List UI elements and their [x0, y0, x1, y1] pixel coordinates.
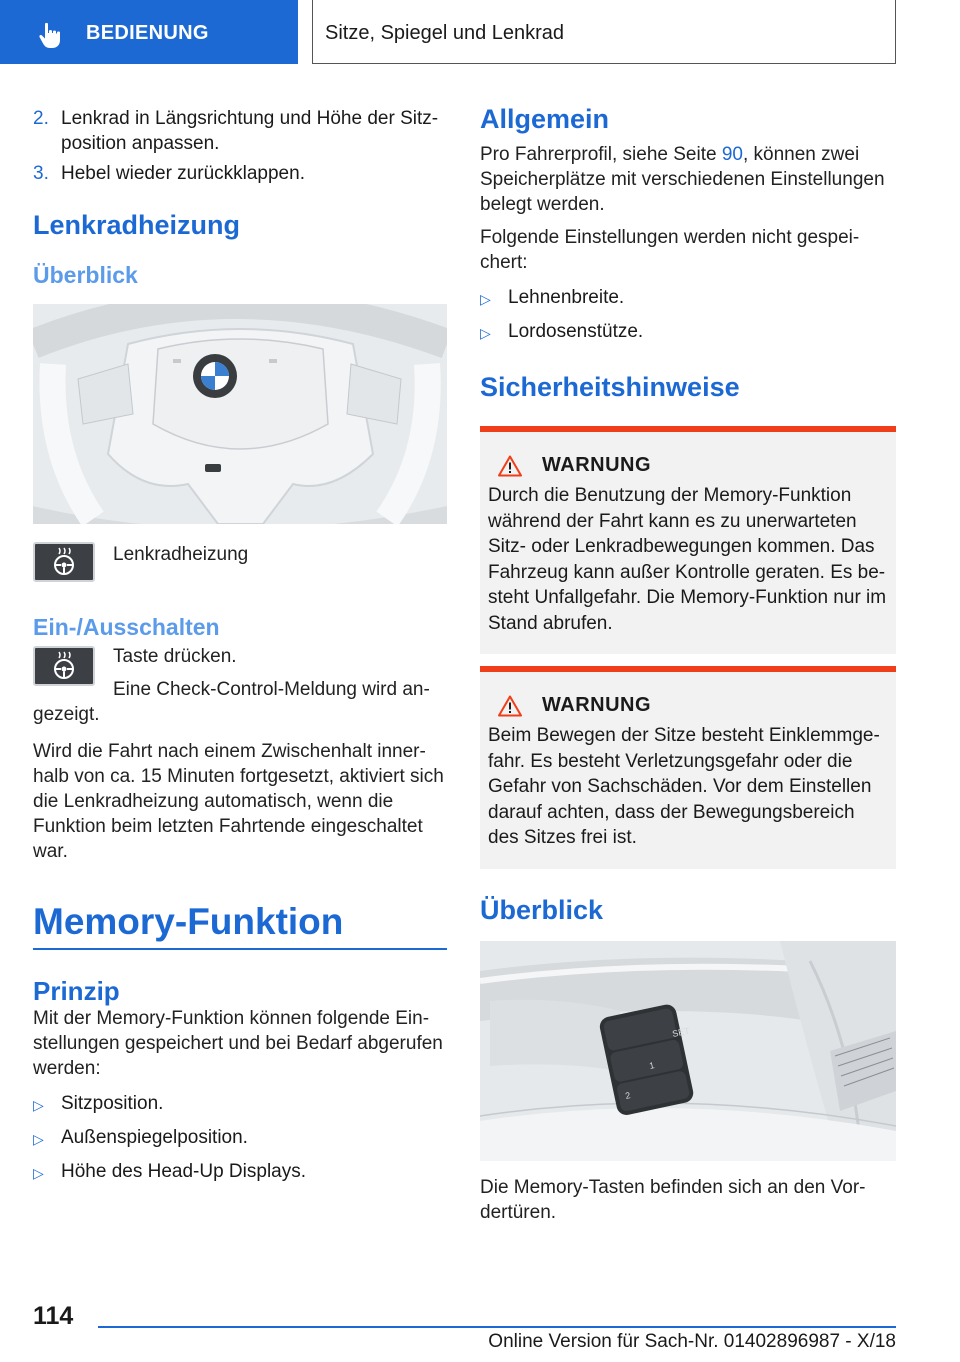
memory-2-button: 2 — [624, 1089, 632, 1101]
door-memory-buttons-photo — [480, 941, 896, 1161]
steering-wheel-heat-icon — [35, 648, 93, 684]
footer-text: Online Version für Sach-Nr. 01402896987 - X/18 — [488, 1331, 896, 1352]
allgemein-text — [480, 142, 896, 217]
allgemein-text-pre: Pro Fahrerprofil, siehe Seite — [480, 144, 722, 165]
list-item — [33, 1159, 447, 1186]
section-label: BEDIENUNG — [86, 22, 209, 44]
heading-lenkradheizung: Lenkradheizung — [33, 210, 241, 240]
door-caption: Die Memory-Tasten befinden sich an den Vor-dertüren. — [480, 1176, 866, 1223]
warning-header — [498, 694, 888, 717]
step-text: Lenkrad in Längsrichtung und Höhe der Sitz-position anpassen. — [61, 108, 439, 154]
warning-text: Durch die Benutzung der Memory-Funktion während der Fahrt kann es zu unerwarteten Sitz- oder Lenkradbewegungen kommen. Das Fahrzeug kann außer Kontrolle geraten. Es be-steht Unfallgefahr. Die Memory-Funktion nur im Stand abrufen. — [488, 485, 887, 634]
steering-wheel-heating-button-2[interactable] — [33, 646, 95, 686]
triangle-bullet-icon: ▷ — [480, 291, 491, 307]
step-text: Hebel wieder zurückklappen. — [61, 163, 305, 184]
memory-1-button: 1 — [648, 1059, 656, 1071]
step-number: 2. — [33, 108, 49, 129]
left-column — [33, 100, 447, 1193]
triangle-bullet-icon: ▷ — [33, 1097, 44, 1113]
warning-header — [498, 454, 888, 477]
ein-aus-block — [33, 644, 447, 727]
step-number: 3. — [33, 163, 49, 184]
footer-rule — [98, 1326, 896, 1328]
right-column — [480, 100, 896, 1225]
icon-caption: Lenkradheizung — [113, 544, 249, 565]
steering-wheel-photo — [33, 304, 447, 524]
warning-text: Beim Bewegen der Sitze besteht Einklemmge-fahr. Es besteht Verletzungsgefahr oder die Gefahr von Sachschäden. Vor dem Einstellen darauf achten, dass der Bewegungsbereich des Sitzes frei ist. — [488, 725, 880, 848]
allgemein-text-post: , können zwei Speicherplätze mit verschiedenen Einstellungen belegt werden. — [480, 144, 885, 215]
memory-rule — [33, 948, 447, 950]
ein-aus-step-1: Taste drücken. — [113, 646, 237, 667]
list-item — [480, 285, 896, 312]
door-panel-illustration — [480, 941, 896, 1161]
triangle-bullet-icon: ▷ — [33, 1131, 44, 1147]
list-item-text: Außenspiegelposition. — [61, 1127, 248, 1148]
chapter-title-box — [312, 0, 896, 64]
step-item — [33, 161, 447, 186]
not-saved-list — [480, 285, 896, 346]
list-item-text: Sitzposition. — [61, 1093, 164, 1114]
warning-triangle-icon — [498, 695, 522, 717]
steering-wheel-heat-icon — [35, 544, 93, 580]
icon-caption-row — [33, 542, 447, 582]
heading-ueberblick-right: Überblick — [480, 894, 604, 925]
section-tab[interactable] — [0, 0, 298, 64]
warning-label: WARNUNG — [542, 694, 652, 716]
triangle-bullet-icon: ▷ — [33, 1165, 44, 1181]
heading-ueberblick-left: Überblick — [33, 262, 138, 288]
hand-pointer-icon — [36, 20, 66, 50]
heading-memory-funktion: Memory-Funktion — [33, 901, 344, 942]
auto-activation-text: Wird die Fahrt nach einem Zwischenhalt inner-halb von ca. 15 Minuten fortgesetzt, aktiviert sich die Lenkradheizung automatisch, wenn die Funktion beim letzten Fahrtende eingeschaltet war. — [33, 741, 444, 862]
page-link[interactable]: 90 — [721, 144, 743, 165]
list-item-text: Lordosenstütze. — [508, 321, 644, 342]
step-item — [33, 106, 447, 156]
steering-wheel-illustration — [33, 304, 447, 524]
steering-wheel-heating-button[interactable] — [33, 542, 95, 582]
warning-box — [480, 426, 896, 654]
not-saved-text: Folgende Einstellungen werden nicht gespei-chert: — [480, 227, 860, 273]
list-item — [33, 1125, 447, 1152]
page-number: 114 — [33, 1302, 74, 1330]
list-item-text: Höhe des Head-Up Displays. — [61, 1161, 307, 1182]
ein-aus-step-2: Eine Check-Control-Meldung wird an-gezeigt. — [33, 679, 430, 725]
chapter-title: Sitze, Spiegel und Lenkrad — [325, 22, 565, 44]
list-item-text: Lehnenbreite. — [508, 287, 625, 308]
prinzip-list — [33, 1091, 447, 1186]
triangle-bullet-icon: ▷ — [480, 325, 491, 341]
heading-ein-ausschalten: Ein-/Ausschalten — [33, 614, 220, 640]
list-item — [33, 1091, 447, 1118]
warning-triangle-icon — [498, 455, 522, 477]
heading-prinzip: Prinzip — [33, 976, 120, 1006]
prinzip-text: Mit der Memory-Funktion können folgende Ein-stellungen gespeichert und bei Bedarf abgerufen werden: — [33, 1008, 443, 1079]
heading-allgemein: Allgemein — [480, 104, 610, 134]
warning-box — [480, 666, 896, 869]
heading-sicherheitshinweise: Sicherheitshinweise — [480, 372, 740, 402]
list-item — [480, 319, 896, 346]
warning-label: WARNUNG — [542, 454, 652, 476]
memory-set-button: SET — [671, 1025, 691, 1039]
